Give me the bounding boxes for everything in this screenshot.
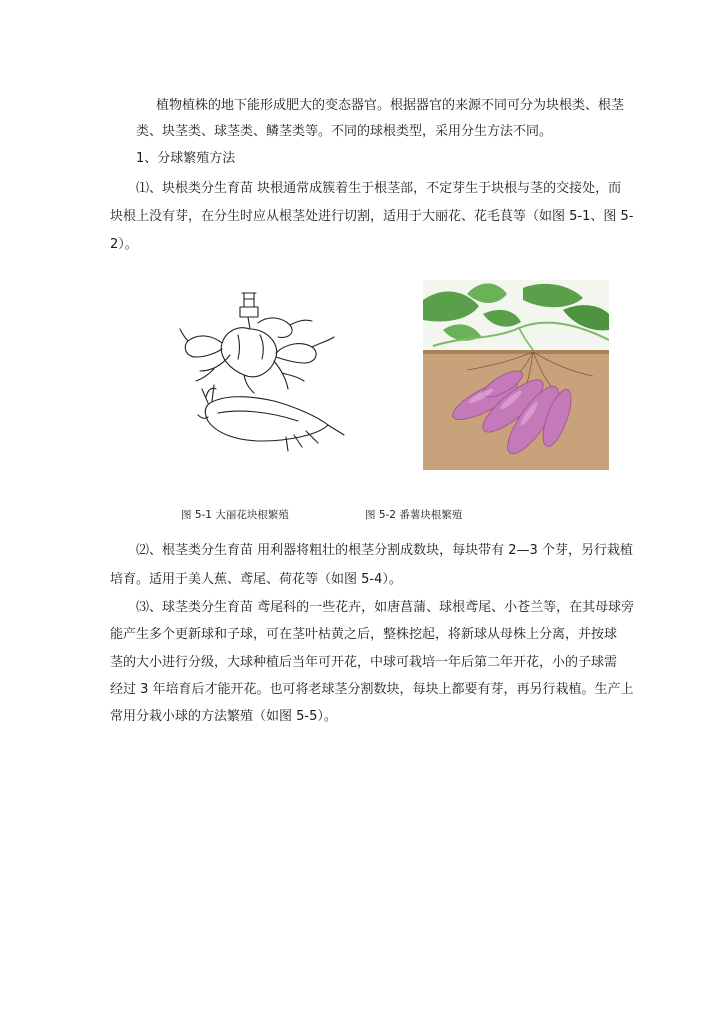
- para3-line-5: 常用分栽小球的方法繁殖（如图 5-5）。: [110, 709, 337, 724]
- figure-5-1-caption: 图 5-1 大丽花块根繁殖: [181, 509, 289, 521]
- para2-line-1: ⑵、根茎类分生育苗 用利器将粗壮的根茎分割成数块，每块带有 2—3 个芽，另行栽植: [136, 543, 633, 558]
- intro-line-2: 类、块茎类、球茎类、鳞茎类等。不同的球根类型，采用分生方法不同。: [136, 124, 553, 139]
- dahlia-tuber-drawing: [178, 285, 348, 465]
- figure-5-2-caption: 图 5-2 番薯块根繁殖: [365, 509, 463, 521]
- para3-line-3: 茎的大小进行分级，大球种植后当年可开花，中球可栽培一年后第二年开花，小的子球需: [110, 655, 618, 670]
- sweet-potato-illustration: [423, 280, 609, 470]
- para3-line-4: 经过 3 年培育后才能开花。也可将老球茎分割数块，每块上都要有芽，再另行栽植。生产上: [110, 682, 634, 697]
- para1-line-3: 2）。: [110, 237, 138, 252]
- para3-line-1: ⑶、球茎类分生育苗 鸢尾科的一些花卉，如唐菖蒲、球根鸢尾、小苍兰等，在其母球旁: [136, 600, 635, 615]
- section-heading: 1、分球繁殖方法: [136, 151, 236, 166]
- para1-line-1: ⑴、块根类分生育苗 块根通常成簇着生于根茎部，不定芽生于块根与茎的交接处，而: [136, 181, 622, 196]
- para1-line-2: 块根上没有芽，在分生时应从根茎处进行切割，适用于大丽花、花毛茛等（如图 5-1、图 5-: [110, 209, 634, 224]
- intro-line-1: 植物植株的地下能形成肥大的变态器官。根据器官的来源不同可分为块根类、根茎: [156, 98, 625, 113]
- para3-line-2: 能产生多个更新球和子球，可在茎叶枯黄之后，整株挖起，将新球从母株上分离，并按球: [110, 627, 618, 642]
- para2-line-2: 培育。适用于美人蕉、鸢尾、荷花等（如图 5-4）。: [110, 572, 402, 587]
